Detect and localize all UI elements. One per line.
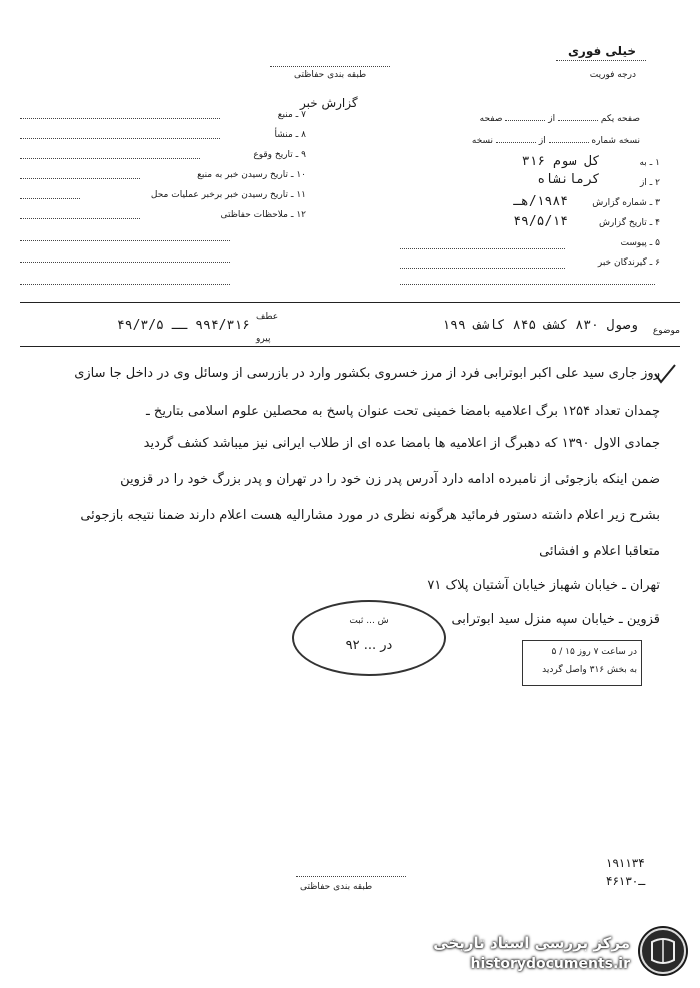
registry-oval-stamp	[292, 600, 446, 676]
f12-dots	[20, 218, 140, 219]
body-line-5: بشرح زیر اعلام داشته دستور فرمائید هرگونه نظری در مورد مشارالیه هست اعلام دارند ضمنا نتیجه بازجوئی	[80, 508, 660, 523]
left-extra-dots-2	[20, 262, 230, 263]
classification-dotted-line	[270, 66, 390, 67]
field-11-label: ۱۱ ـ تاریخ رسیدن خبر برخبر عملیات محل	[150, 190, 306, 200]
box-stamp-line-1: در ساعت ۷ روز ۱۵ / ۵	[551, 647, 637, 657]
f10-dots	[20, 178, 140, 179]
field-10-label: ۱۰ ـ تاریخ رسیدن خبر به منبع	[197, 170, 306, 180]
body-line-6: متعاقبا اعلام و افشائی	[539, 544, 660, 559]
page-label: صفحه یکم	[600, 114, 640, 124]
field-8-label: ۸ ـ منشأ	[274, 130, 306, 140]
left-extra-dots-3	[20, 284, 230, 285]
bottom-classification-dots	[296, 876, 406, 877]
field-9-label: ۹ ـ تاریخ وقوع	[253, 150, 306, 160]
item6-label: ۶ ـ گیرندگان خبر	[597, 258, 660, 268]
copy-az: از	[538, 136, 546, 146]
item5-dotted-line	[400, 248, 565, 249]
field-12-label: ۱۲ ـ ملاحظات حفاظتی	[220, 210, 306, 220]
f11-dots	[20, 198, 80, 199]
urgency-label: درجه فوریت	[589, 70, 636, 80]
field-7-label: ۷ ـ منبع	[277, 110, 306, 120]
extra-dotted-line	[400, 284, 655, 285]
body-line-2: چمدان تعداد ۱۲۵۴ برگ اعلامیه بامضا خمینی تحت عنوان پاسخ به محصلین علوم اسلامی بتاریخ ـ	[145, 404, 660, 419]
copy-row	[360, 136, 640, 146]
item1-value: کل سوم ۳۱۶	[521, 154, 600, 169]
archive-org-name: مرکز بررسی اسناد تاریخی	[433, 934, 630, 952]
copy-label: نسخه شماره	[591, 136, 640, 146]
bottom-code-1: ۱۹۱۱۳۴	[606, 856, 645, 870]
page-row	[360, 114, 640, 124]
item2-value: کرمانشاه	[537, 172, 600, 187]
oval-stamp-line-1: ش ... ثبت	[349, 616, 389, 626]
archive-logo-icon	[638, 926, 688, 976]
f7-dots	[20, 118, 220, 119]
page-az: از	[548, 114, 556, 124]
bottom-code-2: ۴۶ــ۱۳۰	[606, 874, 646, 888]
body-line-7: تهران ـ خیابان شهباز خیابان آشتیان پلاک ۷۱	[427, 578, 660, 593]
item5-label: ۵ ـ پیوست	[620, 238, 660, 248]
header-divider	[20, 302, 680, 303]
item6-dotted-line	[400, 268, 565, 269]
f9-dots	[20, 158, 200, 159]
subject-label: موضوع	[652, 326, 680, 336]
oval-stamp-line-2: در ... ۹۲	[345, 638, 393, 653]
item1-label: ۱ ـ به	[639, 158, 660, 168]
bottom-classification-label: طبقه بندی حفاظتی	[300, 882, 373, 892]
ref-label-peyro: پیرو	[256, 334, 271, 344]
body-line-8: قزوین ـ خیابان سپه منزل سید ابوترابی	[451, 612, 660, 627]
receipt-box-stamp	[522, 640, 642, 686]
item3-value: ۱۹۸۴/هـ	[513, 194, 568, 209]
ref-label-atf: عطف	[256, 312, 279, 322]
box-stamp-line-2: به بخش ۳۱۶ واصل گردید	[542, 665, 637, 675]
subject-value: وصول ۸۳۰ کشف ۸۴۵ کاشف ۱۹۹	[442, 318, 638, 333]
archive-website: historydocuments.ir	[470, 956, 630, 972]
body-line-3: جمادی الاول ۱۳۹۰ که دهبرگ از اعلامیه ها بامضا عده ای از طلاب ایرانی نیز میباشد کشف گردید	[143, 436, 660, 451]
urgency-value: خیلی فوری	[567, 44, 636, 58]
copy-word: نسخه	[471, 136, 494, 146]
item3-label: ۳ ـ شماره گزارش	[592, 198, 660, 208]
body-line-1: روز جاری سید علی اکبر ابوترابی فرد از مرز خسروی بکشور وارد در بازرسی از وسائل وی در داخل جا سازی	[74, 366, 660, 381]
body-line-4: ضمن اینکه بازجوئی از نامبرده ادامه دارد آدرس پدر زن خود را در تهران و پدر بزرگ خود را در قزوین	[120, 472, 660, 487]
ref-value: ۹۹۴/۳۱۶ ــ ۴۹/۳/۵	[116, 318, 250, 333]
item2-label: ۲ ـ از	[639, 178, 660, 188]
form-title: گزارش خبر	[300, 96, 358, 110]
urgency-dotted-line	[556, 60, 646, 61]
item4-label: ۴ ـ تاریخ گزارش	[598, 218, 660, 228]
page-word: صفحه	[479, 114, 503, 124]
left-extra-dots-1	[20, 240, 230, 241]
f8-dots	[20, 138, 220, 139]
classification-label-top: طبقه بندی حفاظتی	[294, 70, 367, 80]
subject-divider	[20, 346, 680, 347]
item4-value: ۴۹/۵/۱۴	[513, 214, 568, 229]
